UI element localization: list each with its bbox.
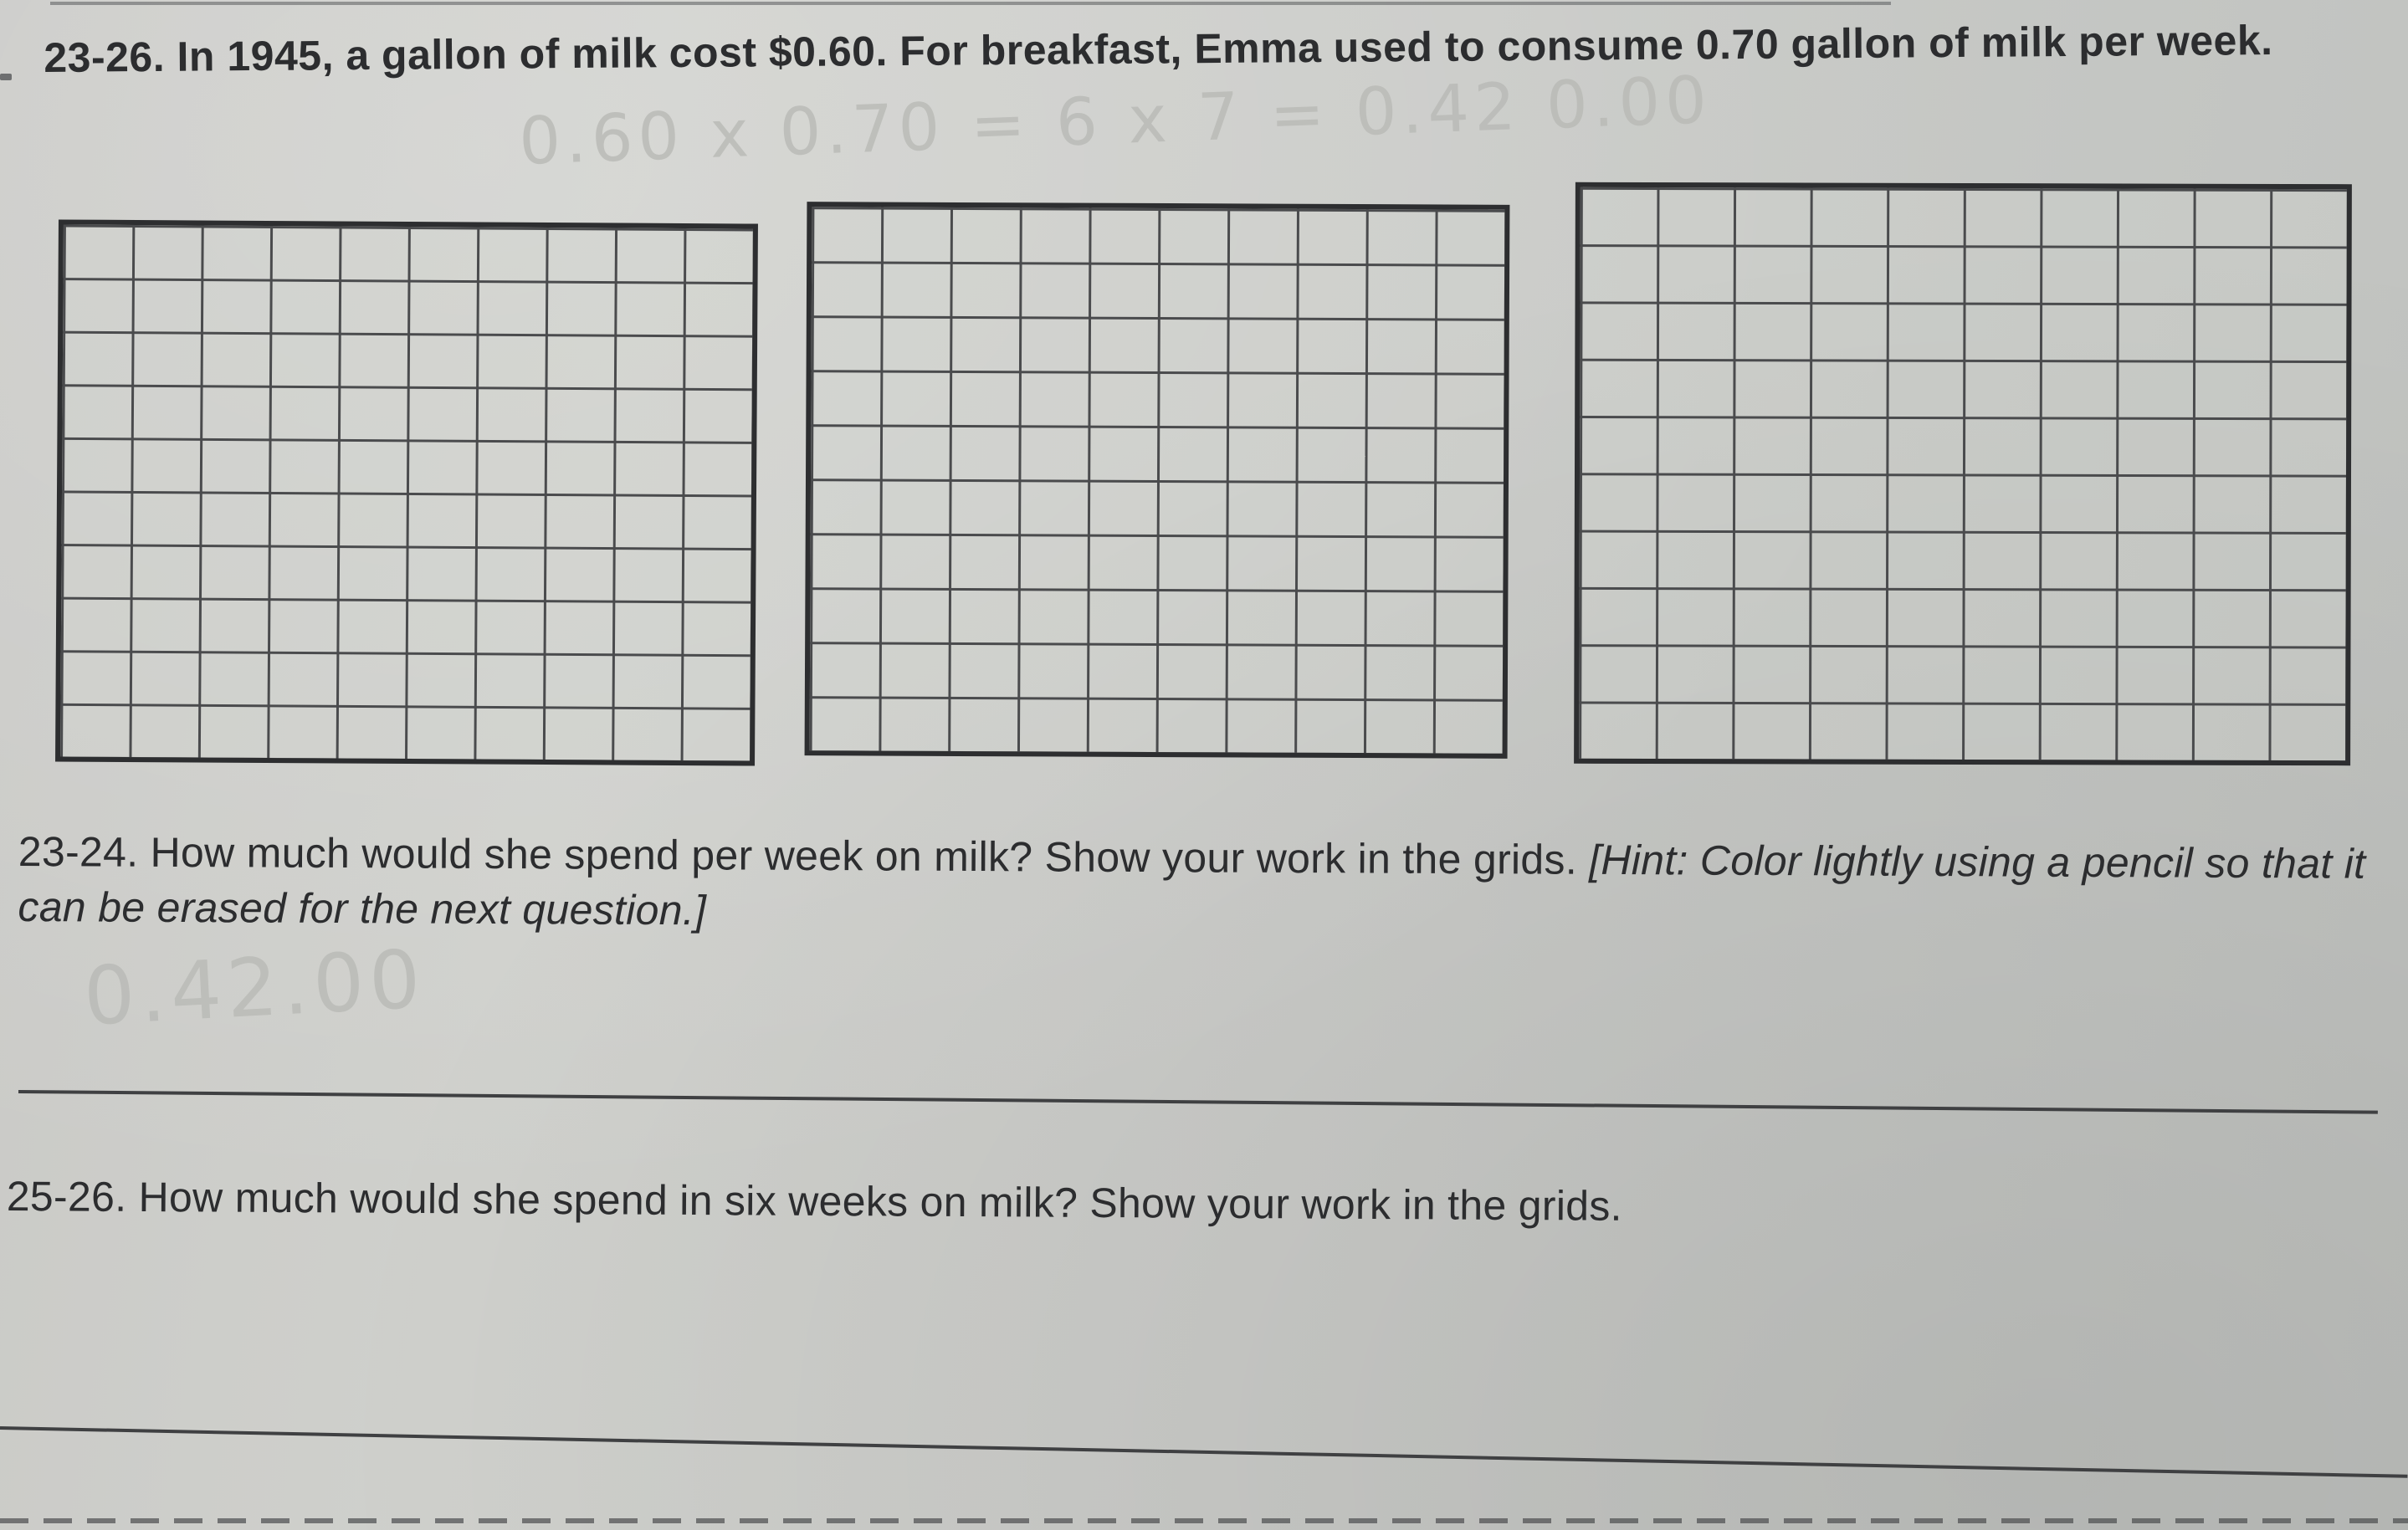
top-rule [50,2,1891,5]
pencil-answer-23-24: 0.42.00 [81,932,428,1044]
question-25-26: 25-26. How much would she spend in six weeks on milk? Show your work in the grids. [6,1172,1622,1230]
answer-line-25-26[interactable] [0,1426,2407,1478]
answer-line-23-24[interactable] [18,1090,2378,1114]
hundred-grid-1[interactable] [55,219,758,765]
problem-intro: 23-26. In 1945, a gallon of milk cost $0.60. For breakfast, Emma used to consume 0.70 gallon of milk per week. [44,17,2273,81]
bottom-dashed-edge [0,1518,2408,1523]
pencil-work-top: 0.60 x 0.70 = 6 x 7 = 0.42 0.00 [517,63,1714,180]
hundred-grid-3[interactable] [1574,182,2352,765]
question-23-24-text: 23-24. How much would she spend per week on milk? Show your work in the grids. [18,827,1590,883]
hundred-grid-2[interactable] [805,202,1510,759]
question-23-24-hint: [Hint: Color lightly using a pencil so that it can be erased for the next question.] [18,836,2366,934]
question-23-24 [18,824,2395,947]
margin-mark [0,74,12,80]
